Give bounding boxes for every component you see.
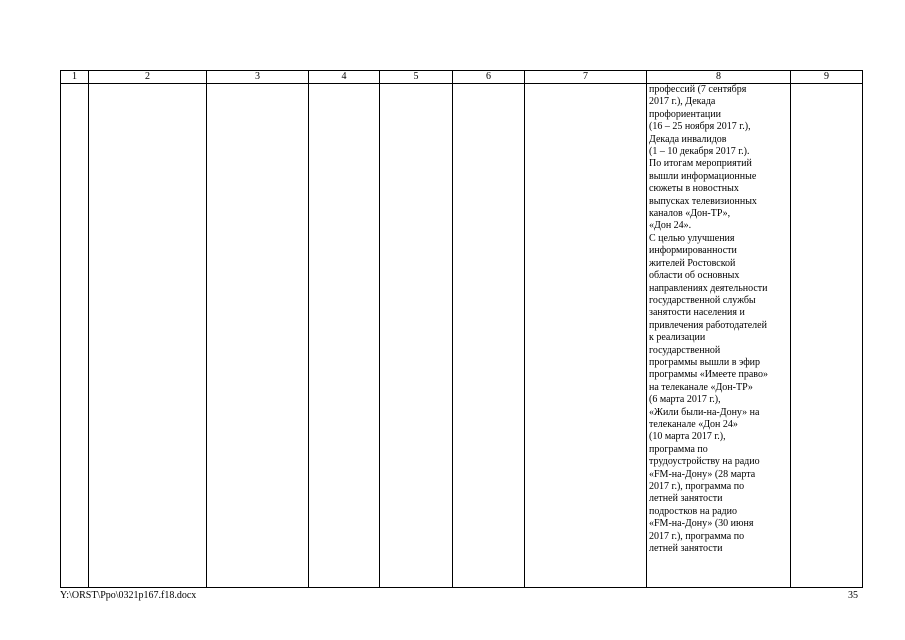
cell-col-4	[309, 84, 380, 588]
text-line: (6 марта 2017 г.),	[649, 394, 721, 406]
cell-col-8-text	[647, 84, 791, 588]
text-line: государственной службы	[649, 294, 756, 306]
text-line: летней занятости	[649, 493, 723, 505]
header-col-6: 6	[453, 71, 525, 84]
text-line: (10 марта 2017 г.),	[649, 431, 726, 443]
text-line: телеканале «Дон 24»	[649, 418, 738, 430]
text-line: направлениях деятельности	[649, 282, 768, 294]
text-line: «FM-на-Дону» (28 марта	[649, 468, 756, 480]
text-line: сюжеты в новостных	[649, 183, 739, 195]
text-line: государственной	[649, 344, 721, 356]
text-line: 2017 г.), Декада	[649, 96, 716, 108]
text-line: Декада инвалидов	[649, 133, 727, 145]
text-line: трудоустройству на радио	[649, 456, 760, 468]
header-col-2: 2	[89, 71, 207, 84]
text-line: на телеканале «Дон-ТР»	[649, 381, 753, 393]
text-line: «Жили были-на-Дону» на	[649, 406, 760, 418]
text-line: каналов «Дон-ТР»,	[649, 208, 731, 220]
header-col-3: 3	[207, 71, 309, 84]
text-line: к реализации	[649, 332, 706, 344]
text-line: профориентации	[649, 108, 721, 120]
text-line: профессий (7 сентября	[649, 84, 747, 95]
text-line: 2017 г.), программа по	[649, 481, 745, 492]
text-line: вышли информационные	[649, 170, 757, 182]
text-line: «Дон 24».	[649, 220, 692, 232]
text-line: 2017 г.), программа по	[649, 530, 745, 542]
text-line: области об основных	[649, 270, 740, 282]
text-line: летней занятости	[649, 543, 723, 555]
header-col-4: 4	[309, 71, 380, 84]
cell-col-2	[89, 84, 207, 588]
text-line: занятости населения и	[649, 307, 745, 319]
table-row	[61, 84, 863, 588]
text-line: (16 – 25 ноября 2017 г.),	[649, 121, 751, 133]
cell-col-5	[380, 84, 453, 588]
text-line: «FM-на-Дону» (30 июня	[649, 518, 754, 530]
header-col-5: 5	[380, 71, 453, 84]
text-line: информированности	[649, 245, 737, 257]
data-table	[60, 70, 863, 588]
page-number: 35	[848, 590, 858, 601]
cell-col-7	[525, 84, 647, 588]
text-line: программа по	[649, 443, 708, 455]
cell-col-1	[61, 84, 89, 588]
cell-col-6	[453, 84, 525, 588]
text-line: программы «Имеете право»	[649, 369, 768, 381]
header-col-9: 9	[791, 71, 863, 84]
text-line: привлечения работодателей	[649, 319, 767, 331]
text-line: выпусках телевизионных	[649, 195, 757, 207]
table-header-row	[61, 71, 863, 84]
cell-col-3	[207, 84, 309, 588]
text-line: (1 – 10 декабря 2017 г.).	[649, 146, 750, 158]
text-line: жителей Ростовской	[649, 257, 736, 269]
header-col-8: 8	[647, 71, 791, 84]
cell-col-9	[791, 84, 863, 588]
text-line: программы вышли в эфир	[649, 356, 761, 368]
text-line: С целью улучшения	[649, 232, 735, 244]
header-col-7: 7	[525, 71, 647, 84]
footer-file-path: Y:\ORST\Ppo\0321p167.f18.docx	[60, 590, 197, 601]
text-line: подростков на радио	[649, 505, 737, 517]
text-line: По итогам мероприятий	[649, 158, 752, 170]
header-col-1: 1	[61, 71, 89, 84]
